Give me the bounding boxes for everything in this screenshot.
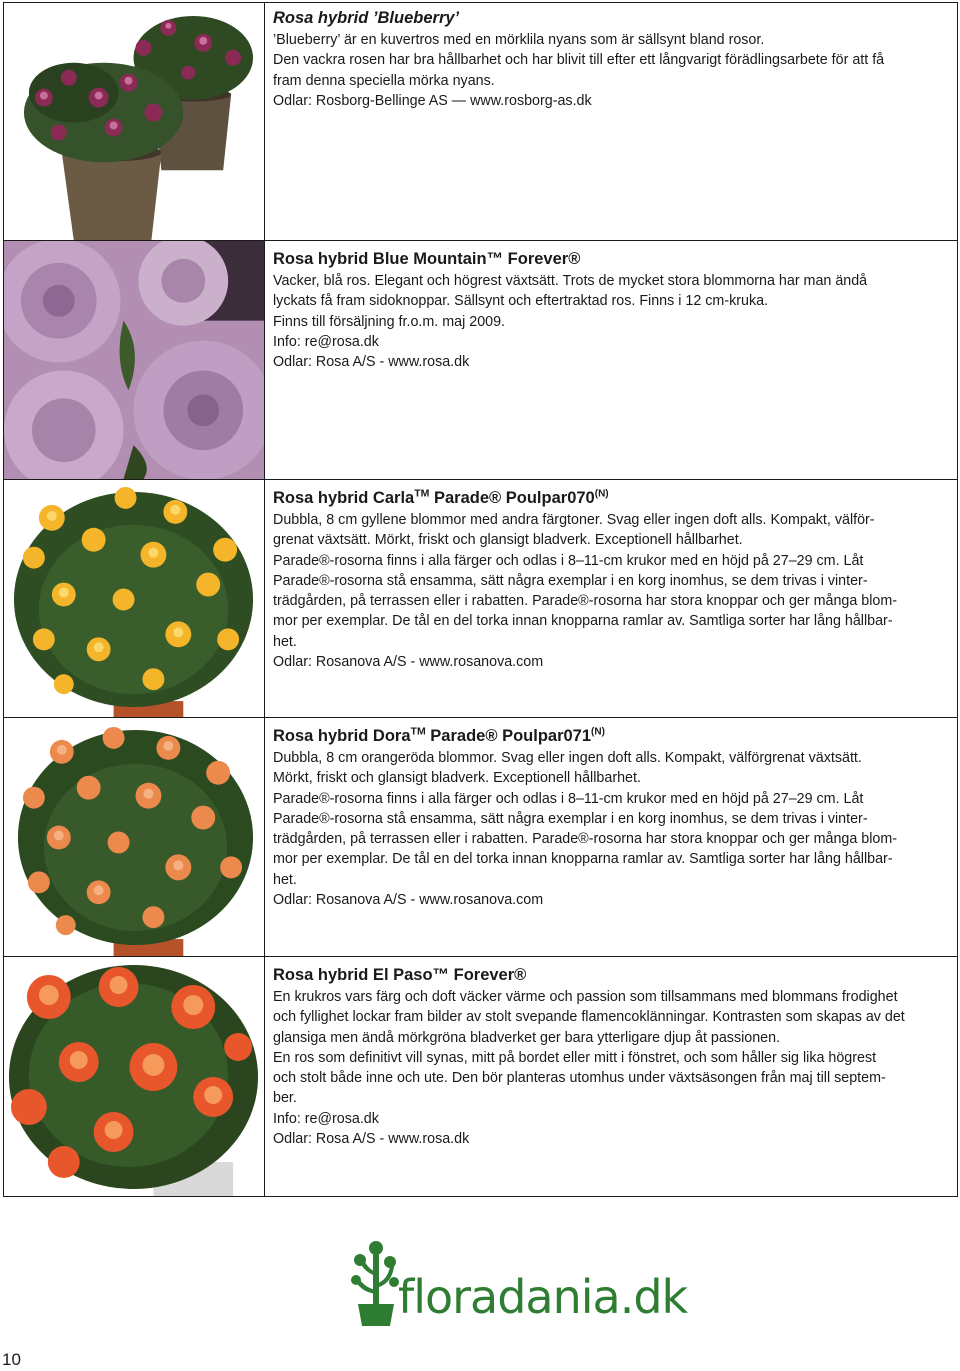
description-line: fram denna speciella mörka nyans. (273, 72, 495, 89)
description-line: trädgården, på terrassen eller i rabatten. Parade®-rosorna har stora knoppar och ger många blom- (273, 593, 898, 610)
description-line: trädgården, på terrassen eller i rabatten. Parade®-rosorna har stora knoppar och ger många blom- (273, 831, 898, 848)
description-line: Parade®-rosorna stå ensamma, sätt några exemplar i en korg inomhus, se dem trivas i vinter- (273, 810, 868, 827)
description-line: het. (273, 871, 297, 888)
info-email: Info: re@rosa.dk (273, 1110, 379, 1127)
registered-mark: ® (485, 727, 498, 745)
description-line: En ros som definitivt vill synas, mitt på bordet eller mitt i fönstret, och som håller sig lika högrest (273, 1049, 877, 1066)
floradania-plant-logo-icon (346, 1236, 406, 1331)
description-line: Vacker, blå ros. Elegant och högrest växtsätt. Trots de mycket stora blommorna har man ändå (273, 273, 868, 289)
description-line: glansiga men ändå mörkgröna bladverket ger bara ytterligare djup åt passionen. (273, 1029, 781, 1046)
registered-mark: ® (489, 489, 502, 507)
product-description-blueberry (265, 3, 957, 240)
description-line: grenat växtsätt. Mörkt, friskt och glansigt bladverk. Exceptionell hållbarhet. (273, 532, 743, 549)
product-description-carla (265, 480, 957, 717)
floradania-logo (346, 1236, 688, 1331)
grower-info: Odlar: Rosa A/S - www.rosa.dk (273, 1131, 470, 1148)
description-line: och fyllighet lockar fram bilder av stolt svepande flamencoklänningar. Kontrasten som skapas av det (273, 1009, 905, 1026)
blue-mountain-rose-closeup-photo (4, 241, 265, 479)
carla-yellow-rose-pot-photo (4, 480, 265, 717)
grower-info: Odlar: Rosa A/S - www.rosa.dk (273, 354, 470, 371)
description-line: mor per exemplar. De tål en del torka innan knopparna ramlar av. Samtliga sorter har lång hållbar- (273, 613, 893, 630)
title-note: (N) (594, 488, 609, 500)
title-series: Parade (429, 489, 490, 507)
title-name: Rosa hybrid Dora (273, 727, 411, 745)
description-line: Parade®-rosorna finns i alla färger och odlas i 8–11-cm krukor med en höjd på 27–29 cm. Låt (273, 790, 864, 807)
el-paso-orange-rose-photo (4, 957, 265, 1196)
title-code: Poulpar071 (497, 727, 592, 745)
trademark-mark: TM (410, 725, 426, 738)
product-description-blue-mountain (265, 241, 957, 479)
description-line: Parade®-rosorna finns i alla färger och odlas i 8–11-cm krukor med en höjd på 27–29 cm. Låt (273, 552, 864, 569)
description-line: Finns till försäljning fr.o.m. maj 2009. (273, 313, 506, 330)
description-line: Den vackra rosen har bra hållbarhet och har blivit till efter ett långvarigt förädlingsarbete för att få (273, 52, 885, 69)
description-line: och stolt både inne och ute. Den bör planteras utomhus under växtsäsongen från maj till septem- (273, 1070, 886, 1087)
dora-orange-rose-pot-photo (4, 718, 265, 956)
product-row-dora (4, 718, 957, 957)
product-row-blue-mountain (4, 241, 957, 480)
title-series: Parade (425, 727, 486, 745)
description-line: Parade®-rosorna stå ensamma, sätt några exemplar i en korg inomhus, se dem trivas i vinter- (273, 572, 868, 589)
blueberry-rose-pots-photo (4, 3, 265, 240)
grower-info: Odlar: Rosborg-Bellinge AS — www.rosborg-as.dk (273, 92, 592, 109)
title-note: (N) (591, 726, 605, 738)
title-name: Rosa hybrid Carla (273, 489, 415, 507)
page-number: 10 (2, 1350, 21, 1369)
product-title (273, 488, 949, 508)
description-line: En krukros vars färg och doft väcker värme och passion som tillsammans med blommans frodighet (273, 989, 898, 1005)
trademark-mark: TM (414, 487, 430, 500)
description-line: Dubbla, 8 cm orangeröda blommor. Svag eller ingen doft alls. Kompakt, välförgrenat växtsätt. (273, 750, 862, 766)
product-row-el-paso (4, 957, 957, 1196)
product-description-el-paso (265, 957, 957, 1196)
description-line: Mörkt, friskt och glansigt bladverk. Exceptionell hållbarhet. (273, 770, 641, 787)
description-line: Dubbla, 8 cm gyllene blommor med andra färgtoner. Svag eller ingen doft alls. Kompakt, välför- (273, 512, 875, 528)
product-row-carla (4, 480, 957, 718)
product-row-blueberry (4, 3, 957, 241)
info-email: Info: re@rosa.dk (273, 333, 379, 350)
description-line: het. (273, 633, 297, 650)
grower-info: Odlar: Rosanova A/S - www.rosanova.com (273, 892, 544, 909)
product-title (273, 726, 949, 746)
description-line: mor per exemplar. De tål en del torka innan knopparna ramlar av. Samtliga sorter har lång hållbar- (273, 851, 893, 868)
grower-info: Odlar: Rosanova A/S - www.rosanova.com (273, 654, 544, 671)
product-title: Rosa hybrid Blue Mountain™ Forever® (273, 250, 581, 268)
description-line: ber. (273, 1090, 297, 1107)
product-title: Rosa hybrid ’Blueberry’ (273, 9, 460, 27)
description-line: lyckats få fram sidoknoppar. Sällsynt och eftertraktad ros. Finns i 12 cm-kruka. (273, 293, 769, 310)
product-description-dora (265, 718, 957, 956)
product-catalog (3, 2, 958, 1197)
description-line: ’Blueberry’ är en kuvertros med en mörklila nyans som är sällsynt bland rosor. (273, 32, 765, 48)
floradania-wordmark: floradania.dk (398, 1270, 688, 1324)
product-title: Rosa hybrid El Paso™ Forever® (273, 966, 527, 984)
title-code: Poulpar070 (501, 489, 595, 507)
